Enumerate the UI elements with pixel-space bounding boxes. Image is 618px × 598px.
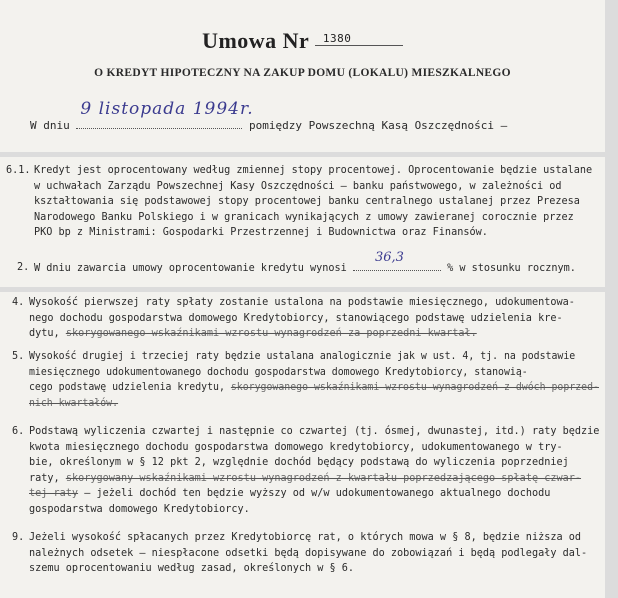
contract-title-text: Umowa Nr (202, 28, 309, 53)
paragraph-5 (12, 349, 618, 411)
text-fragment: — jeżeli dochód ten będzie wyższy od w/w udokumentowanego aktualnego dochodu (84, 488, 551, 500)
text-line: nego dochodu gospodarstwa domowego Kredytobiorcy, stanowiącego podstawę udzielenia kre- (29, 312, 563, 324)
text-line (29, 326, 575, 342)
paragraph-6-1 (6, 163, 593, 241)
text-fragment: dytu, (29, 328, 60, 340)
paragraph-number: 4. (12, 297, 25, 308)
date-prefix: W dniu (30, 119, 70, 132)
paragraph-2 (17, 250, 576, 277)
text-line: Narodowego Banku Polskiego i w granicach wynikających z umowy zawieranej corocznie przez (34, 211, 574, 223)
text-line (29, 380, 599, 396)
text-line: Wysokość drugiej i trzeciej raty będzie ustalana analogicznie jak w ust. 4, tj. na podstawie (29, 351, 576, 362)
text-fragment: raty, (29, 472, 60, 484)
text-line: gospodarstwa domowego Kredytobiorcy. (29, 503, 250, 515)
date-suffix: pomiędzy Powszechną Kasą Oszczędności — (249, 119, 508, 132)
rate-handwritten: 36,3 (374, 250, 404, 265)
text-line (29, 486, 599, 502)
contract-title (0, 28, 605, 54)
text-line: w uchwałach Zarządu Powszechnej Kasy Oszczędności — banku państwowego, w zależności od (34, 180, 562, 192)
text-line: szemu oprocentowaniu według zasad, określonych w § 6. (29, 563, 355, 575)
paragraph-number: 2. (17, 262, 30, 273)
text-line: kwota miesięcznego dochodu gospodarstwa domowego kredytobiorcy, udokumentowanego w try- (29, 441, 563, 453)
contract-subtitle: O KREDYT HIPOTECZNY NA ZAKUP DOMU (LOKALU) MIESZKALNEGO (94, 67, 511, 79)
struck-text: skorygowany wskaźnikami wzrostu wynagrodzeń z kwartału poprzedzającego spłatę czwar- (65, 472, 582, 484)
text-line: Wysokość pierwszej raty spłaty zostanie ustalona na podstawie miesięcznego, udokumentowa- (29, 297, 575, 308)
struck-text: skorygowanego wskaźnikami wzrostu wynagrodzeń za poprzedni kwartał. (65, 328, 477, 340)
paragraph-4 (12, 295, 575, 342)
text-line (34, 250, 576, 277)
text-line: należnych odsetek — niespłacone odsetki będą dopisywane do zobowiązań i będą podlegały dal- (29, 547, 588, 559)
struck-text: nich kwartałów. (29, 397, 119, 409)
contract-number: 1380 (315, 32, 403, 46)
text-fragment: cego podstawę udzielenia kredytu, (29, 382, 225, 394)
struck-text: skorygowanego wskaźnikami wzrostu wynagrodzeń z dwóch poprzed- (230, 382, 599, 394)
text-line: bie, określonym w § 12 pkt 2, względnie dochód będący podstawą do wyliczenia poprzedniej (29, 457, 569, 469)
header-strip (0, 0, 605, 152)
paragraph-number: 9. (12, 532, 25, 543)
text-line: miesięcznego udokumentowanego dochodu gospodarstwa domowego Kredytobiorcy, stanowią- (29, 366, 528, 378)
text-line: PKO bp z Ministrami: Gospodarki Przestrzennej i Budownictwa oraz Finansów. (34, 227, 488, 239)
text-line: Podstawą wyliczenia czwartej i następnie co czwartej (tj. ósmej, dwunastej, itd.) raty będzie (29, 426, 600, 437)
paragraph-number: 6.1. (6, 165, 31, 176)
paragraph-6 (12, 424, 600, 518)
paragraph-9 (12, 530, 588, 577)
rate-suffix: % w stosunku rocznym. (447, 263, 576, 274)
text-line: Kredyt jest oprocentowany według zmiennej stopy procentowej. Oprocentowanie będzie ustalane (34, 165, 593, 176)
date-handwritten: 9 listopada 1994r. (80, 99, 254, 119)
paragraph-number: 6. (12, 426, 25, 437)
struck-text: tej raty (29, 488, 79, 500)
text-line: kształtowania się podstawowej stopy procentowej banku centralnego ustalanej przez Prezesa (34, 196, 580, 208)
installments-strip (0, 292, 605, 598)
rate-field (353, 250, 441, 271)
text-line (29, 396, 599, 412)
date-line (30, 99, 605, 132)
date-field (76, 99, 254, 129)
rate-prefix: W dniu zawarcia umowy oprocentowanie kredytu wynosi (34, 263, 347, 274)
interest-strip (0, 157, 605, 287)
paragraph-number: 5. (12, 351, 25, 362)
text-line (29, 471, 599, 487)
text-line: Jeżeli wysokość spłacanych przez Kredytobiorcę rat, o których mowa w § 8, będzie niższa od (29, 532, 582, 543)
